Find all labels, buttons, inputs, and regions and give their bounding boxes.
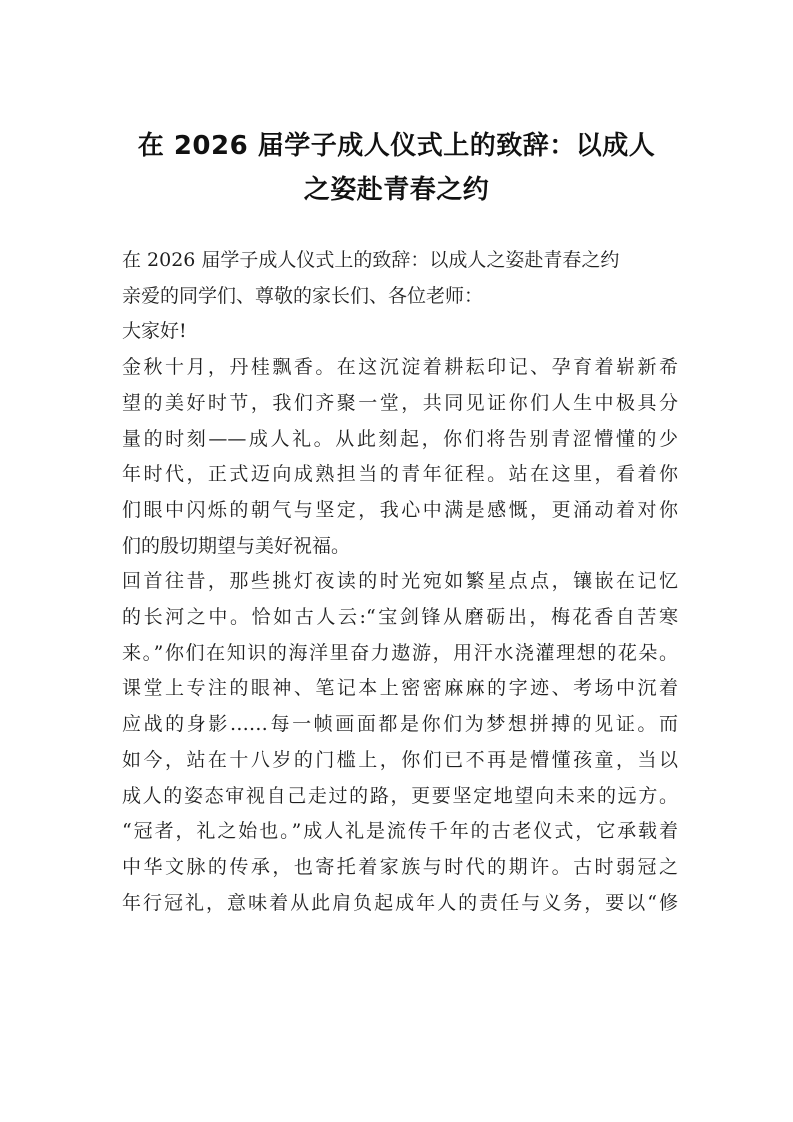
text-line: 来。”你们在知识的海洋里奋力遨游，用汗水浇灌理想的花朵。 (122, 641, 678, 664)
text-line: 年时代，正式迈向成熟担当的青年征程。站在这里，看着你 (122, 463, 678, 486)
text-line: 回首往昔，那些挑灯夜读的时光宛如繁星点点，镶嵌在记忆 (122, 570, 678, 593)
text-line: 们的殷切期望与美好祝福。 (122, 534, 351, 557)
title-line: 之姿赴青春之约 (303, 175, 490, 205)
text-line: 应战的身影……每一帧画面都是你们为梦想拼搏的见证。而 (122, 713, 678, 736)
text-line: 大家好! (122, 320, 187, 343)
text-line: 在 2026 届学子成人仪式上的致辞：以成人之姿赴青春之约 (122, 249, 620, 271)
text-line: 成人的姿态审视自己走过的路，更要坚定地望向未来的远方。 (122, 784, 678, 807)
text-line: 课堂上专注的眼神、笔记本上密密麻麻的字迹、考场中沉着 (122, 677, 678, 700)
text-line: 望的美好时节，我们齐聚一堂，共同见证你们人生中极具分 (122, 391, 678, 414)
title-line: 在 2026 届学子成人仪式上的致辞：以成人 (137, 131, 656, 161)
document-body (122, 243, 678, 921)
text-line: 年行冠礼，意味着从此肩负起成年人的责任与义务，要以“修 (122, 891, 678, 914)
document-title (100, 124, 693, 212)
text-line: 亲爱的同学们、尊敬的家长们、各位老师： (122, 284, 484, 307)
text-line: “冠者，礼之始也。”成人礼是流传千年的古老仪式，它承载着 (122, 820, 678, 843)
text-line: 中华文脉的传承，也寄托着家族与时代的期许。古时弱冠之 (122, 855, 678, 878)
text-line: 们眼中闪烁的朝气与坚定，我心中满是感慨，更涌动着对你 (122, 498, 678, 521)
text-line: 金秋十月，丹桂飘香。在这沉淀着耕耘印记、孕育着崭新希 (122, 356, 678, 379)
text-line: 如今，站在十八岁的门槛上，你们已不再是懵懂孩童，当以 (122, 748, 678, 771)
text-line: 量的时刻——成人礼。从此刻起，你们将告别青涩懵懂的少 (122, 427, 678, 450)
text-line: 的长河之中。恰如古人云:“宝剑锋从磨砺出，梅花香自苦寒 (122, 606, 678, 629)
